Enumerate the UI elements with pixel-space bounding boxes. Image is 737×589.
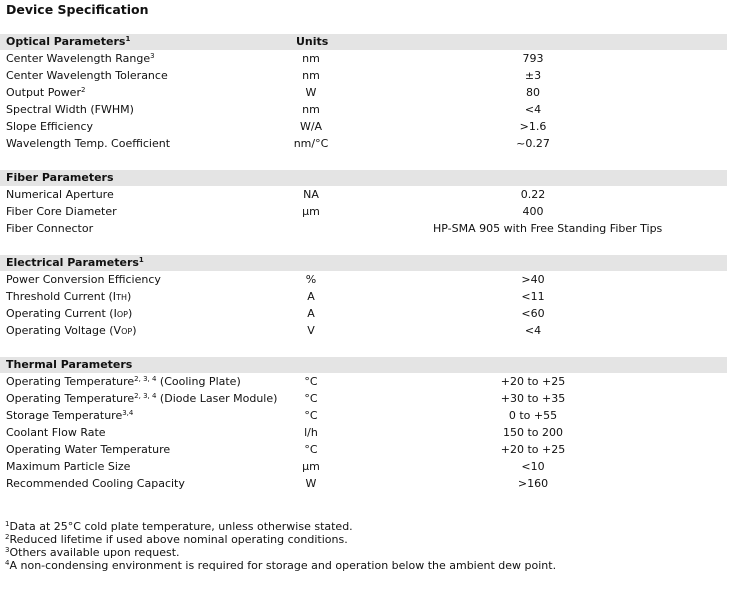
table-row bbox=[0, 101, 727, 118]
parameter-value: 0.22 bbox=[520, 188, 546, 201]
section-header bbox=[0, 357, 727, 373]
parameter-unit: °C bbox=[304, 409, 318, 422]
parameter-value: ~0.27 bbox=[516, 137, 550, 150]
parameter-value: >1.6 bbox=[519, 120, 547, 133]
parameter-value: <4 bbox=[524, 324, 542, 337]
table-row bbox=[0, 220, 727, 237]
footnote: $^4$A non-condensing environment is required for storage and operation below the ambient dew point. bbox=[5, 559, 557, 572]
table-row bbox=[0, 390, 727, 407]
section-title: Fiber Parameters bbox=[6, 171, 114, 184]
parameter-name: Operating Current (IOP) bbox=[6, 307, 133, 320]
table-row bbox=[0, 135, 727, 152]
parameter-value: +30 to +35 bbox=[500, 392, 566, 405]
table-row bbox=[0, 322, 727, 339]
parameter-name: Power Conversion Efficiency bbox=[6, 273, 161, 286]
parameter-value: 400 bbox=[522, 205, 544, 218]
parameter-unit: °C bbox=[304, 375, 318, 388]
parameter-value: <11 bbox=[521, 290, 545, 303]
parameter-unit: °C bbox=[304, 443, 318, 456]
parameter-value: <60 bbox=[521, 307, 545, 320]
footnote: $^1$Data at 25°C cold plate temperature, unless otherwise stated. bbox=[5, 520, 353, 533]
table-row bbox=[0, 475, 727, 492]
parameter-name: Operating Temperature$^{2, 3, 4}$ (Cooling Plate) bbox=[6, 375, 241, 388]
parameter-value: >40 bbox=[521, 273, 545, 286]
parameter-name: Operating Water Temperature bbox=[6, 443, 171, 456]
section-title: Optical Parameters$^1$ bbox=[6, 35, 131, 48]
table-row bbox=[0, 407, 727, 424]
parameter-value: 80 bbox=[526, 86, 540, 99]
parameter-name: Output Power$^2$ bbox=[6, 86, 86, 99]
section-title: Electrical Parameters$^1$ bbox=[6, 256, 144, 269]
parameter-unit: µm bbox=[302, 460, 320, 473]
parameter-unit: V bbox=[307, 324, 315, 337]
parameter-name: Slope Efficiency bbox=[6, 120, 94, 133]
section-header bbox=[0, 255, 727, 271]
table-row bbox=[0, 424, 727, 441]
table-row bbox=[0, 441, 727, 458]
parameter-unit: NA bbox=[303, 188, 319, 201]
parameter-unit: % bbox=[305, 273, 317, 286]
parameter-name: Operating Voltage (VOP) bbox=[6, 324, 137, 337]
parameter-name: Coolant Flow Rate bbox=[6, 426, 106, 439]
parameter-unit: nm/°C bbox=[293, 137, 329, 150]
parameter-value: <10 bbox=[521, 460, 545, 473]
parameter-unit: W bbox=[305, 477, 317, 490]
parameter-value: +20 to +25 bbox=[500, 443, 566, 456]
table-row bbox=[0, 305, 727, 322]
parameter-unit: l/h bbox=[304, 426, 318, 439]
parameter-value: ±3 bbox=[524, 69, 542, 82]
table-row bbox=[0, 373, 727, 390]
table-row bbox=[0, 288, 727, 305]
table-row bbox=[0, 458, 727, 475]
parameter-unit: °C bbox=[304, 392, 318, 405]
table-row bbox=[0, 50, 727, 67]
parameter-value: 793 bbox=[522, 52, 544, 65]
parameter-name: Center Wavelength Range$^3$ bbox=[6, 52, 155, 65]
optical-parameters-section bbox=[0, 34, 727, 152]
parameter-value: HP-SMA 905 with Free Standing Fiber Tips bbox=[433, 222, 663, 235]
parameter-value: 0 to +55 bbox=[508, 409, 558, 422]
parameter-value: 150 to 200 bbox=[502, 426, 564, 439]
table-row bbox=[0, 203, 727, 220]
parameter-name: Center Wavelength Tolerance bbox=[6, 69, 168, 82]
fiber-parameters-section bbox=[0, 170, 727, 237]
table-row bbox=[0, 84, 727, 101]
parameter-unit: A bbox=[307, 307, 315, 320]
parameter-value: +20 to +25 bbox=[500, 375, 566, 388]
table-row bbox=[0, 186, 727, 203]
parameter-unit: nm bbox=[302, 103, 320, 116]
parameter-unit: W bbox=[305, 86, 317, 99]
electrical-parameters-section bbox=[0, 255, 727, 339]
parameter-unit: nm bbox=[302, 52, 320, 65]
table-row bbox=[0, 67, 727, 84]
parameter-unit: A bbox=[307, 290, 315, 303]
table-row bbox=[0, 271, 727, 288]
parameter-name: Maximum Particle Size bbox=[6, 460, 131, 473]
thermal-parameters-section bbox=[0, 357, 727, 492]
parameter-name: Storage Temperature$^{3,4}$ bbox=[6, 409, 134, 422]
parameter-name: Spectral Width (FWHM) bbox=[6, 103, 134, 116]
parameter-name: Fiber Connector bbox=[6, 222, 94, 235]
parameter-name: Operating Temperature$^{2, 3, 4}$ (Diode Laser Module) bbox=[6, 392, 278, 405]
section-header bbox=[0, 170, 727, 186]
parameter-value: >160 bbox=[517, 477, 549, 490]
parameter-unit: W/A bbox=[299, 120, 323, 133]
footnote: $^3$Others available upon request. bbox=[5, 546, 180, 559]
parameter-unit: nm bbox=[302, 69, 320, 82]
section-title: Thermal Parameters bbox=[6, 358, 133, 371]
table-row bbox=[0, 118, 727, 135]
parameter-name: Numerical Aperture bbox=[6, 188, 114, 201]
parameter-name: Recommended Cooling Capacity bbox=[6, 477, 185, 490]
parameter-unit: µm bbox=[302, 205, 320, 218]
footnote: $^2$Reduced lifetime if used above nominal operating conditions. bbox=[5, 533, 348, 546]
footnotes bbox=[5, 520, 556, 572]
units-header: Units bbox=[296, 35, 329, 48]
parameter-name: Fiber Core Diameter bbox=[6, 205, 117, 218]
parameter-name: Threshold Current (ITH) bbox=[6, 290, 132, 303]
section-header bbox=[0, 34, 727, 50]
parameter-name: Wavelength Temp. Coefficient bbox=[6, 137, 171, 150]
parameter-value: <4 bbox=[524, 103, 542, 116]
page-title: Device Specification bbox=[6, 2, 149, 17]
